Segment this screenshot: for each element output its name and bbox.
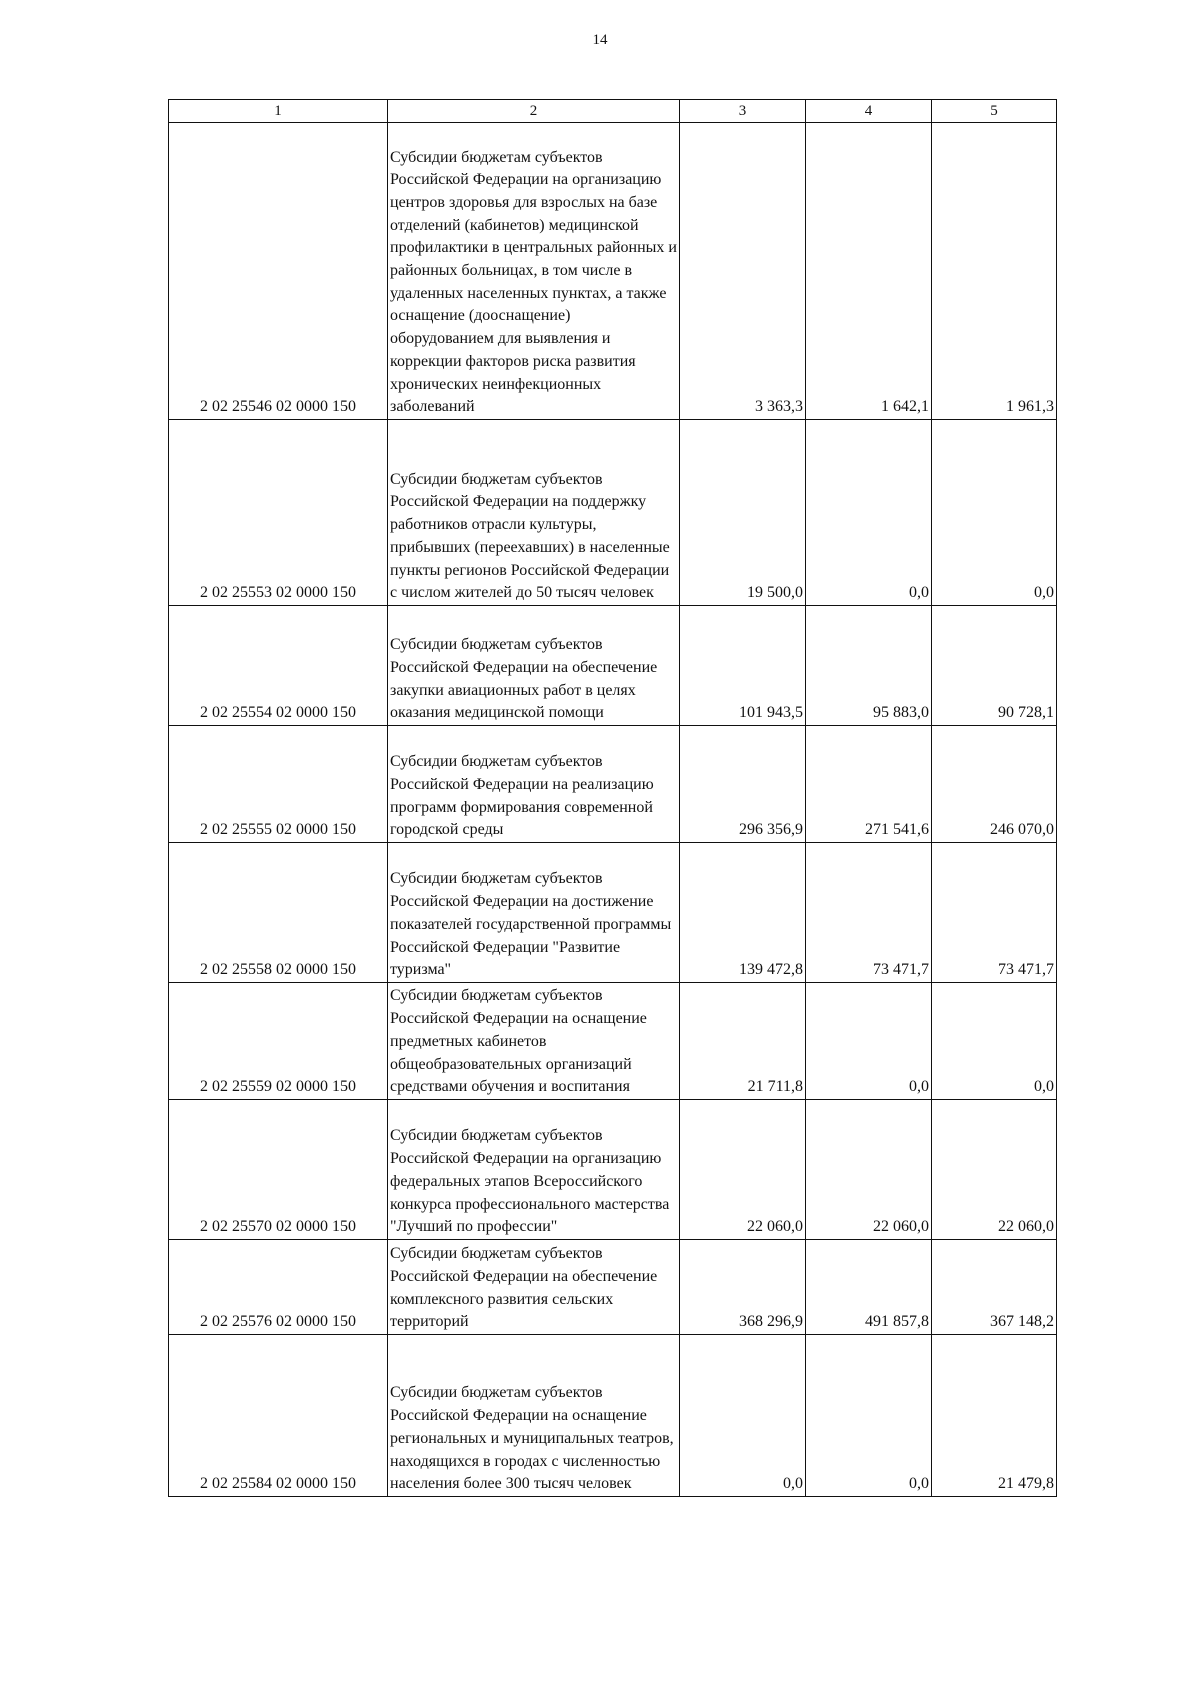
page-number: 14 (592, 32, 608, 48)
table-row (169, 1240, 1057, 1335)
header-row (169, 100, 1057, 123)
budget-code: 2 02 25584 02 0000 150 (169, 1335, 388, 1497)
column-header-4: 4 (806, 100, 932, 123)
amount-col3: 22 060,0 (680, 1100, 806, 1240)
subsidy-description: Субсидии бюджетам субъектов Российской Федерации на организацию центров здоровья для взрослых на базе отделений (кабинетов) медицинской профилактики в центральных районных и районных больницах, в том числе в удаленных населенных пунктах, а также оснащение (дооснащение) оборудованием для выявления и коррекции факторов риска развития хронических неинфекционных заболеваний (388, 123, 680, 420)
subsidy-description: Субсидии бюджетам субъектов Российской Федерации на оснащение региональных и муниципальных театров, находящихся в городах с численностью населения более 300 тысяч человек (388, 1335, 680, 1497)
amount-col5: 0,0 (932, 983, 1057, 1100)
amount-col3: 0,0 (680, 1335, 806, 1497)
budget-code: 2 02 25559 02 0000 150 (169, 983, 388, 1100)
table-row (169, 983, 1057, 1100)
amount-col5: 22 060,0 (932, 1100, 1057, 1240)
budget-table (168, 99, 1057, 1497)
column-header-1: 1 (169, 100, 388, 123)
amount-col5: 0,0 (932, 420, 1057, 606)
amount-col4: 0,0 (806, 420, 932, 606)
budget-code: 2 02 25554 02 0000 150 (169, 606, 388, 726)
amount-col3: 139 472,8 (680, 843, 806, 983)
column-header-5: 5 (932, 100, 1057, 123)
subsidy-description: Субсидии бюджетам субъектов Российской Федерации на оснащение предметных кабинетов общеобразовательных организаций средствами обучения и воспитания (388, 983, 680, 1100)
subsidy-description: Субсидии бюджетам субъектов Российской Федерации на реализацию программ формирования современной городской среды (388, 726, 680, 843)
amount-col3: 21 711,8 (680, 983, 806, 1100)
amount-col5: 367 148,2 (932, 1240, 1057, 1335)
amount-col4: 95 883,0 (806, 606, 932, 726)
amount-col3: 296 356,9 (680, 726, 806, 843)
amount-col4: 73 471,7 (806, 843, 932, 983)
amount-col5: 21 479,8 (932, 1335, 1057, 1497)
amount-col3: 19 500,0 (680, 420, 806, 606)
subsidy-description: Субсидии бюджетам субъектов Российской Федерации на обеспечение комплексного развития сельских территорий (388, 1240, 680, 1335)
table-row (169, 420, 1057, 606)
table-row (169, 123, 1057, 420)
subsidy-description: Субсидии бюджетам субъектов Российской Федерации на достижение показателей государственной программы Российской Федерации "Развитие туризма" (388, 843, 680, 983)
amount-col4: 0,0 (806, 983, 932, 1100)
table-row (169, 726, 1057, 843)
amount-col5: 90 728,1 (932, 606, 1057, 726)
table-row (169, 1335, 1057, 1497)
amount-col3: 101 943,5 (680, 606, 806, 726)
table-row (169, 1100, 1057, 1240)
column-header-3: 3 (680, 100, 806, 123)
table-row (169, 606, 1057, 726)
subsidy-description: Субсидии бюджетам субъектов Российской Федерации на поддержку работников отрасли культуры, прибывших (переехавших) в населенные пункты регионов Российской Федерации с числом жителей до 50 тысяч человек (388, 420, 680, 606)
budget-code: 2 02 25570 02 0000 150 (169, 1100, 388, 1240)
budget-code: 2 02 25576 02 0000 150 (169, 1240, 388, 1335)
amount-col4: 22 060,0 (806, 1100, 932, 1240)
amount-col4: 0,0 (806, 1335, 932, 1497)
subsidy-description: Субсидии бюджетам субъектов Российской Федерации на организацию федеральных этапов Всероссийского конкурса профессионального мастерства "Лучший по профессии" (388, 1100, 680, 1240)
amount-col5: 246 070,0 (932, 726, 1057, 843)
amount-col4: 271 541,6 (806, 726, 932, 843)
amount-col3: 368 296,9 (680, 1240, 806, 1335)
budget-code: 2 02 25555 02 0000 150 (169, 726, 388, 843)
budget-code: 2 02 25558 02 0000 150 (169, 843, 388, 983)
amount-col5: 73 471,7 (932, 843, 1057, 983)
table-row (169, 843, 1057, 983)
budget-code: 2 02 25553 02 0000 150 (169, 420, 388, 606)
column-header-2: 2 (388, 100, 680, 123)
subsidy-description: Субсидии бюджетам субъектов Российской Федерации на обеспечение закупки авиационных работ в целях оказания медицинской помощи (388, 606, 680, 726)
amount-col4: 491 857,8 (806, 1240, 932, 1335)
amount-col4: 1 642,1 (806, 123, 932, 420)
amount-col3: 3 363,3 (680, 123, 806, 420)
budget-code: 2 02 25546 02 0000 150 (169, 123, 388, 420)
amount-col5: 1 961,3 (932, 123, 1057, 420)
